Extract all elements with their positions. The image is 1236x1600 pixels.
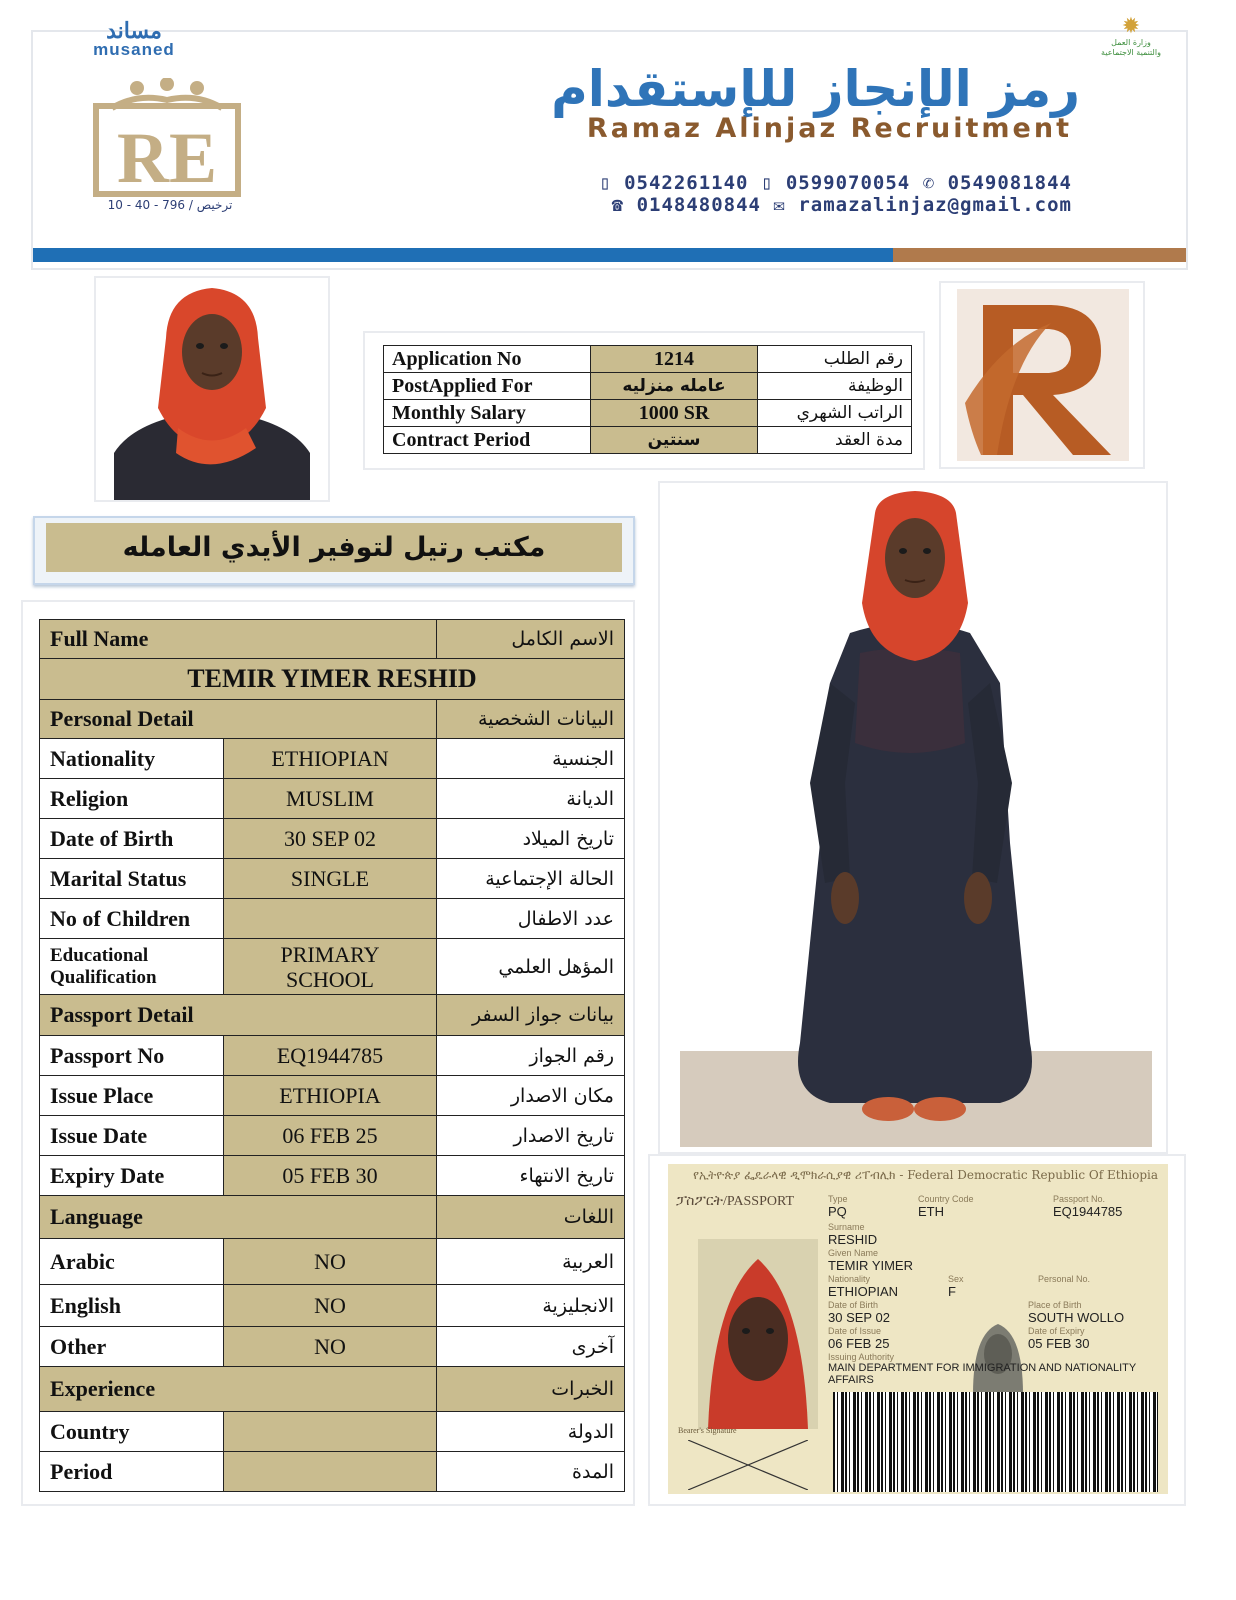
passport-page: የኢትዮጵያ ፌዴራላዊ ዲሞክራሲያዊ ሪፐብሊክ - Federal Democratic Republic Of Ethiopia ፓስፖርት/PASSPORT Type PQ Country Code ETH Passport No. EQ1944785 Surname RESHID Given Name TEMIR YIMER Nationality ETHIOPIAN Sex F Personal No. Date of Birth 30 SEP 02 Place of Birth SOUTH WOLLO Date of Issue 06 FEB 25 Date of Expiry 05 FEB 30 Issuing Authority MAIN DEPARTMENT FOR IMMIGRATION AND NATIONALITY AFFAIRS Bearer's Signature	[668, 1164, 1168, 1494]
passport-scan	[648, 1154, 1186, 1506]
passport-photo	[698, 1239, 818, 1429]
email-icon: ✉	[773, 194, 786, 216]
portrait-image	[96, 278, 328, 500]
passport-word: ፓስፖርት/PASSPORT	[676, 1194, 795, 1209]
other-language-row: Other NO آخرى	[40, 1327, 625, 1367]
arabic-row: Arabic NO العربية	[40, 1239, 625, 1285]
telephone-icon: ☎	[611, 194, 625, 216]
full-name-header-row: Full Name الاسم الكامل	[40, 620, 625, 659]
full-body-photo	[658, 481, 1168, 1154]
passport-barcode	[833, 1392, 1158, 1492]
language-header: Language اللغات	[40, 1196, 625, 1239]
application-row-salary: Monthly Salary 1000 SR الراتب الشهري	[384, 400, 912, 427]
passport-nationality: ETHIOPIAN	[828, 1284, 899, 1299]
phone-numbers	[320, 172, 1072, 194]
palm-icon: ✹	[1121, 14, 1141, 39]
passport-header: Federal Democratic Republic Of Ethiopia	[907, 1168, 1158, 1182]
mobile-icon: ▯	[599, 172, 612, 194]
signature-mark	[688, 1440, 808, 1490]
application-row-number: Application No 1214 رقم الطلب	[384, 346, 912, 373]
marital-status-row: Marital Status SINGLE الحالة الإجتماعية	[40, 859, 625, 899]
svg-text:RE: RE	[116, 118, 218, 198]
full-name-row	[40, 659, 625, 700]
r-logo-mark	[941, 283, 1143, 467]
contact-line	[310, 194, 1072, 216]
application-row-post: PostApplied For عامله منزليه الوظيفة	[384, 373, 912, 400]
passport-detail-header: Passport Detail بيانات جواز السفر	[40, 995, 625, 1036]
religion-row: Religion MUSLIM الديانة	[40, 779, 625, 819]
application-row-contract: Contract Period سنتين مدة العقد	[384, 427, 912, 454]
musaned-logo: مساند musaned	[93, 18, 175, 59]
passport-doi: 06 FEB 25	[828, 1336, 890, 1351]
passport-doe: 05 FEB 30	[1028, 1336, 1090, 1351]
full-name: TEMIR YIMER RESHID	[40, 659, 625, 700]
passport-given-name: TEMIR YIMER	[828, 1258, 913, 1273]
company-arabic-title: رمز الإنجاز للإستقدام	[551, 60, 1080, 118]
email: ramazalinjaz@gmail.com	[798, 194, 1072, 216]
portrait-photo	[94, 276, 330, 502]
ministry-logo: ✹ وزارة العمل والتنمية الاجتماعية	[1076, 16, 1186, 58]
passport-authority: MAIN DEPARTMENT FOR IMMIGRATION AND NATIONALITY AFFAIRS	[828, 1362, 1137, 1386]
english-row: English NO الانجليزية	[40, 1285, 625, 1327]
country-row: Country الدولة	[40, 1412, 625, 1452]
passport-surname: RESHID	[828, 1232, 878, 1247]
personal-detail-header: Personal Detail البيانات الشخصية	[40, 700, 625, 739]
phone-3: 0549081844	[947, 172, 1072, 194]
mobile-icon: ▯	[760, 172, 774, 194]
license-number: ترخيص / 796 - 40 - 10	[107, 198, 233, 212]
passport-sex: F	[948, 1284, 956, 1299]
experience-header: Experience الخبرات	[40, 1367, 625, 1412]
education-row: Educational Qualification PRIMARY SCHOOL المؤهل العلمي	[40, 939, 625, 995]
phone-1: 0542261140	[624, 172, 749, 194]
phone-2: 0599070054	[785, 172, 911, 194]
date-of-birth-row: Date of Birth 30 SEP 02 تاريخ الميلاد	[40, 819, 625, 859]
office-name: مكتب رتيل لتوفير الأيدي العامله	[46, 523, 622, 572]
passport-no-row: Passport No EQ1944785 رقم الجواز	[40, 1036, 625, 1076]
period-row: Period المدة	[40, 1452, 625, 1492]
passport-country: ETH	[918, 1204, 944, 1219]
whatsapp-icon: ✆	[922, 172, 936, 194]
nationality-row: Nationality ETHIOPIAN الجنسية	[40, 739, 625, 779]
passport-pob: SOUTH WOLLO	[1028, 1310, 1125, 1325]
children-row: No of Children عدد الاطفال	[40, 899, 625, 939]
expiry-date-row: Expiry Date 05 FEB 30 تاريخ الانتهاء	[40, 1156, 625, 1196]
cv-table	[39, 619, 625, 1492]
company-english-title: Ramaz Alinjaz Recruitment	[586, 113, 1072, 144]
passport-number: EQ1944785	[1053, 1204, 1123, 1219]
passport-dob: 30 SEP 02	[828, 1310, 890, 1325]
passport-type: PQ	[828, 1204, 847, 1219]
banner-blue-bar	[33, 248, 893, 262]
re-company-logo	[82, 78, 252, 198]
landline: 0148480844	[636, 194, 761, 216]
issue-place-row: Issue Place ETHIOPIA مكان الاصدار	[40, 1076, 625, 1116]
application-table	[383, 345, 912, 454]
r-logo	[939, 281, 1145, 469]
full-body-image	[660, 483, 1166, 1152]
banner-brown-bar	[893, 248, 1186, 262]
issue-date-row: Issue Date 06 FEB 25 تاريخ الاصدار	[40, 1116, 625, 1156]
